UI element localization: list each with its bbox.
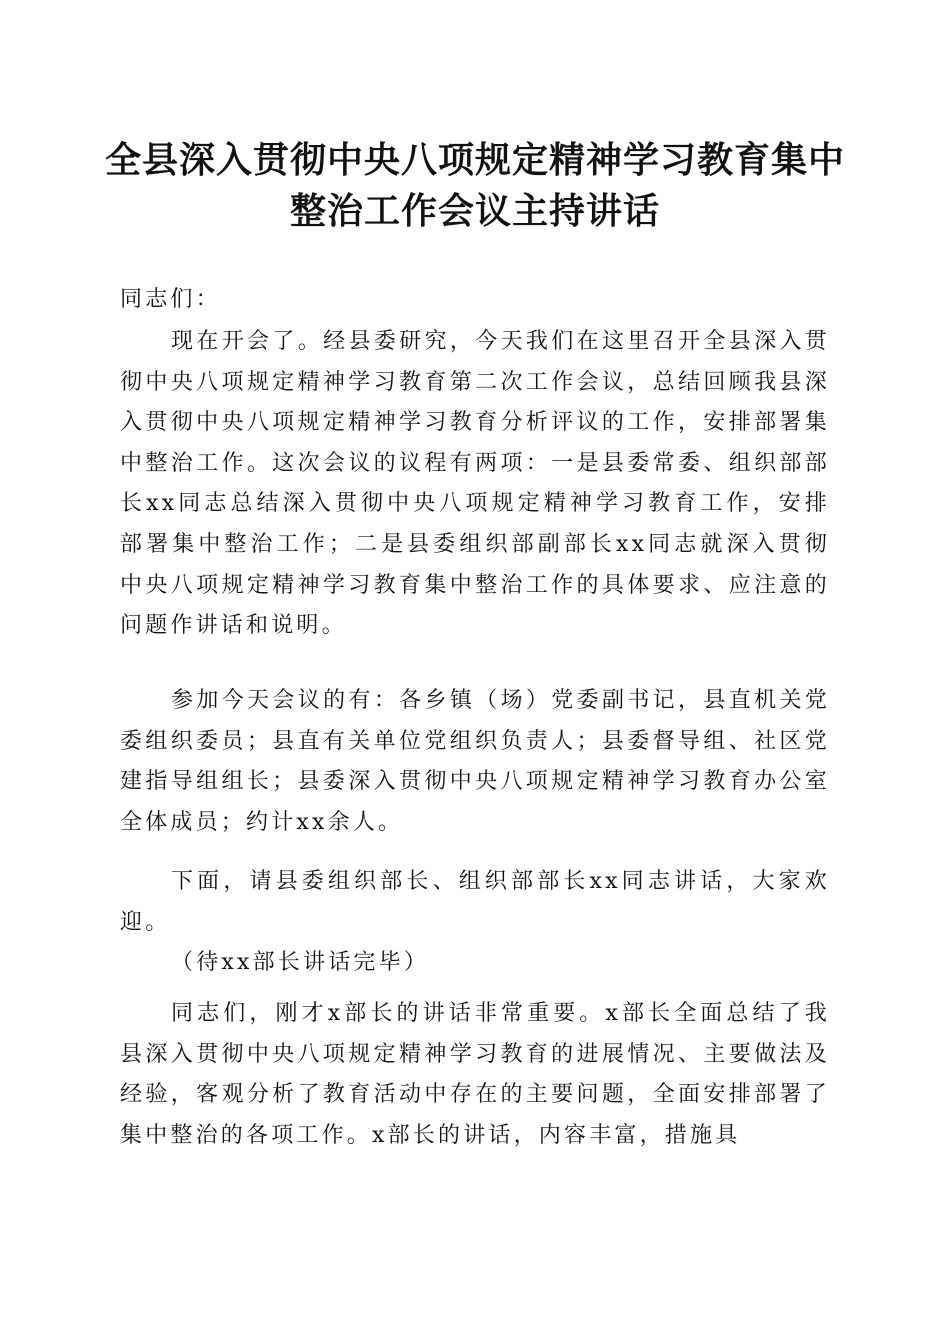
document-title-line-1: 全县深入贯彻中央八项规定精神学习教育集中	[104, 139, 845, 181]
paragraph-stage-note: （待xx部长讲话完毕）	[171, 950, 430, 975]
paragraph-summary: 同志们，刚才x部长的讲话非常重要。x部长全面总结了我县深入贯彻中央八项规定精神学习教育的进展情况、主要做法及经验，客观分析了教育活动中存在的主要问题，全面安排部署了集中整治的各项工作。x部长的讲话，内容丰富，措施具	[120, 1001, 830, 1148]
paragraph-attendees: 参加今天会议的有：各乡镇（场）党委副书记，县直机关党委组织委员；县直有关单位党组织负责人；县委督导组、社区党建指导组组长；县委深入贯彻中央八项规定精神学习教育办公室全体成员；约计xx余人。	[120, 688, 830, 835]
paragraph-opening: 现在开会了。经县委研究，今天我们在这里召开全县深入贯彻中央八项规定精神学习教育第二次工作会议，总结回顾我县深入贯彻中央八项规定精神学习教育分析评议的工作，安排部署集中整治工作。这次会议的议程有两项：一是县委常委、组织部部长xx同志总结深入贯彻中央八项规定精神学习教育工作，安排部署集中整治工作；二是县委组织部副部长xx同志就深入贯彻中央八项规定精神学习教育集中整治工作的具体要求、应注意的问题作讲话和说明。	[120, 329, 830, 639]
paragraph-invitation: 下面，请县委组织部长、组织部部长xx同志讲话，大家欢迎。	[120, 869, 830, 935]
salutation: 同志们：	[120, 287, 221, 312]
document-title-line-2: 整治工作会议主持讲话	[289, 190, 660, 232]
